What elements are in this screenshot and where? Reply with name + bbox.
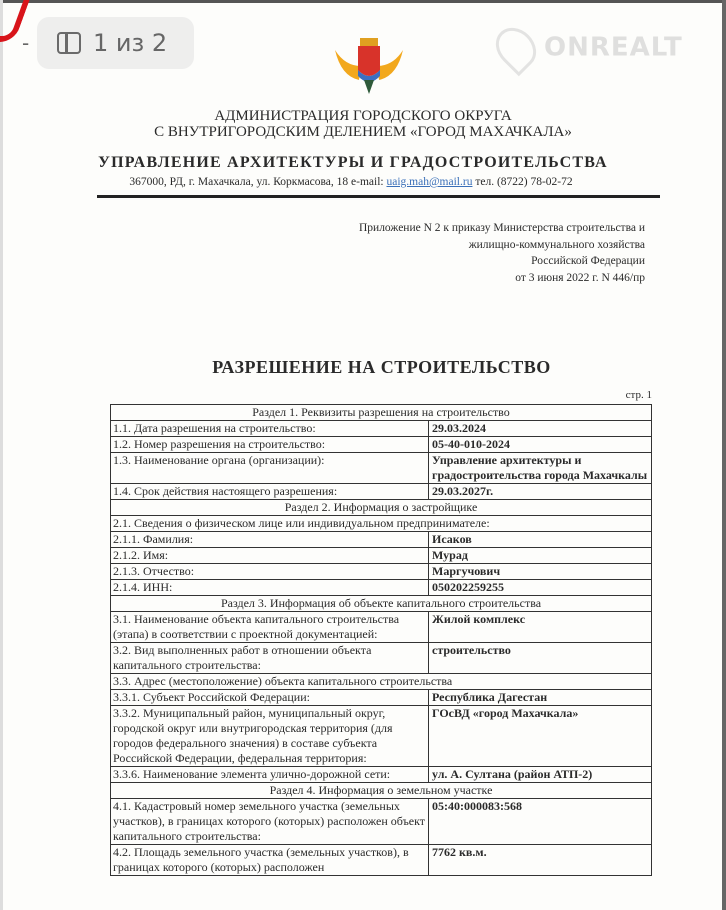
table-row [111,799,652,845]
table-row [111,767,652,783]
table-row [111,845,652,876]
table-row [111,612,652,643]
field-value: ГОсВД «город Махачкала» [429,706,652,767]
appendix-line: Приложение N 2 к приказу Министерства строительства и [358,222,645,234]
address-text: 367000, РД, г. Махачкала, ул. Коркмасова, 18 e-mail: [129,176,387,188]
thumbnails-panel-icon[interactable] [57,32,81,54]
field-label: 3.3.6. Наименование элемента улично-дорожной сети: [111,767,429,783]
header-line-2: С ВНУТРИГОРОДСКИМ ДЕЛЕНИЕМ «ГОРОД МАХАЧКАЛА» [154,124,572,140]
section-header-row [111,783,652,799]
appendix-line: Российской Федерации [531,255,645,267]
dash-icon: - [22,31,30,55]
appendix-line: от 3 июня 2022 г. N 446/пр [515,271,645,284]
onrealt-watermark-logo: ONREALT [498,26,683,70]
field-value: Управление архитектуры и градостроительства города Махачкалы [429,453,652,484]
field-value: Мурад [429,548,652,564]
field-label: 4.2. Площадь земельного участка (земельных участков), в границах которого (которых) расположен [111,845,429,876]
section-header-row [111,596,652,612]
location-pin-icon [488,20,545,77]
city-coat-of-arms-emblem [331,36,407,94]
table-row [111,564,652,580]
field-value: Исаков [429,532,652,548]
table-row [111,674,652,690]
field-label: 2.1.2. Имя: [111,548,429,564]
field-value: ул. А. Султана (район АТП-2) [429,767,652,783]
section-title: Раздел 1. Реквизиты разрешения на строительство [111,405,652,421]
table-row [111,706,652,767]
field-label: 2.1.4. ИНН: [111,580,429,596]
table-row [111,548,652,564]
field-label: 4.1. Кадастровый номер земельного участка (земельных участков), в границах которого (которых) расположен объект капитального строительства: [111,799,429,845]
table-row [111,643,652,674]
field-value: Жилой комплекс [429,612,652,643]
field-label: 2.1.1. Фамилия: [111,532,429,548]
field-value: 29.03.2024 [429,421,652,437]
appendix-line: жилищно-коммунального хозяйства [468,238,645,251]
table-row [111,516,652,532]
phone-text: тел. (8722) 78-02-72 [472,176,573,188]
field-label: 2.1. Сведения о физическом лице или индивидуальном предпринимателе: [111,516,652,532]
field-value: строительство [429,643,652,674]
field-value: Республика Дагестан [429,690,652,706]
table-row [111,690,652,706]
page-indicator-overlay[interactable] [22,17,194,69]
field-label: 3.3.2. Муниципальный район, муниципальный округ, городской округ или внутригородская территория (для городов федерального значения) в составе субъекта Российской Федерации, федеральная территория: [111,706,429,767]
page-indicator-text: 1 из 2 [93,29,168,57]
document-title: РАЗРЕШЕНИЕ НА СТРОИТЕЛЬСТВО [212,357,551,377]
field-value: Маргучович [429,564,652,580]
field-value: 05-40-010-2024 [429,437,652,453]
field-label: 1.2. Номер разрешения на строительство: [111,437,429,453]
section-header-row [111,500,652,516]
table-row [111,580,652,596]
field-label: 3.1. Наименование объекта капитального строительства (этапа) в соответствии с проектной документацией: [111,612,429,643]
email-link[interactable]: uaig.mah@mail.ru [386,176,473,188]
field-value: 05:40:000083:568 [429,799,652,845]
header-line-1: АДМИНИСТРАЦИЯ ГОРОДСКОГО ОКРУГА [214,108,512,124]
field-label: 3.3. Адрес (местоположение) объекта капитального строительства [111,674,652,690]
field-label: 1.1. Дата разрешения на строительство: [111,421,429,437]
table-row [111,532,652,548]
contact-line [0,176,714,188]
field-value: 29.03.2027г. [429,484,652,500]
table-row [111,437,652,453]
table-row [111,453,652,484]
header-divider [97,195,660,198]
department-name: УПРАВЛЕНИЕ АРХИТЕКТУРЫ И ГРАДОСТРОИТЕЛЬСТВА [98,154,608,171]
appendix-note [359,220,645,286]
field-label: 3.3.1. Субъект Российской Федерации: [111,690,429,706]
page-number: стр. 1 [625,389,652,401]
section-title: Раздел 2. Информация о застройщике [111,500,652,516]
section-header-row [111,405,652,421]
section-title: Раздел 4. Информация о земельном участке [111,783,652,799]
field-label: 1.4. Срок действия настоящего разрешения: [111,484,429,500]
field-label: 3.2. Вид выполненных работ в отношении объекта капитального строительства: [111,643,429,674]
window-frame-top [0,0,726,3]
field-value: 7762 кв.м. [429,845,652,876]
section-title: Раздел 3. Информация об объекте капитального строительства [111,596,652,612]
field-label: 1.3. Наименование органа (организации): [111,453,429,484]
permit-details-table [110,404,652,876]
field-value: 050202259255 [429,580,652,596]
field-label: 2.1.3. Отчество: [111,564,429,580]
table-row [111,421,652,437]
table-row [111,484,652,500]
